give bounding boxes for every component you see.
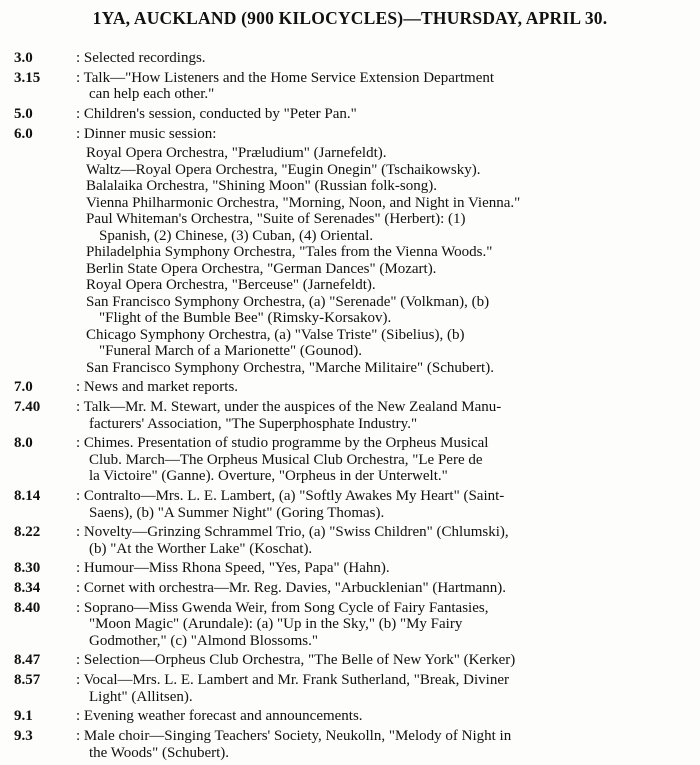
entry-description xyxy=(76,652,694,669)
music-item xyxy=(86,244,694,261)
music-item xyxy=(86,261,694,278)
music-item-line: Waltz—Royal Opera Orchestra, "Eugin Onegin" (Tschaikowsky). xyxy=(86,161,481,178)
music-item-line: San Francisco Symphony Orchestra, (a) "Serenade" (Volkman), (b) xyxy=(86,293,490,310)
entry-time: 7.0 xyxy=(14,379,33,396)
entry-description xyxy=(76,106,694,123)
entry-text-line: Saens), (b) "A Summer Night" (Goring Thomas). xyxy=(89,504,385,521)
music-item xyxy=(86,277,694,294)
entry-time: 6.0 xyxy=(14,125,33,142)
entry-time: 8.14 xyxy=(14,488,41,504)
entry-time: 7.40 xyxy=(14,399,41,416)
music-item-line: Berlin State Opera Orchestra, "German Dances" (Mozart). xyxy=(86,260,437,277)
entry-text-line: la Victoire" (Ganne). Overture, "Orpheus in der Unterwelt." xyxy=(89,468,448,485)
entry-text-line: : Children's session, conducted by "Peter Pan." xyxy=(76,105,357,122)
music-item xyxy=(86,145,694,162)
programme-entry xyxy=(14,600,694,650)
entry-time: 5.0 xyxy=(14,105,33,122)
programme-entry xyxy=(14,672,694,705)
entry-text-line: "Moon Magic" (Arundale): (a) "Up in the Sky," (b) "My Fairy xyxy=(89,616,463,633)
entry-time: 3.0 xyxy=(14,50,33,66)
entry-text-line: Club. March—The Orpheus Musical Club Orchestra, "Le Pere de xyxy=(89,451,483,468)
entry-time: 8.47 xyxy=(14,652,41,669)
programme-entry xyxy=(14,524,694,557)
programme-entry xyxy=(14,145,694,376)
entry-text-line: can help each other." xyxy=(89,86,215,103)
music-item-line: San Francisco Symphony Orchestra, "Marche Militaire" (Schubert). xyxy=(86,359,494,376)
entry-description xyxy=(76,488,694,521)
entry-description xyxy=(76,50,694,67)
entry-text-line: : Contralto—Mrs. L. E. Lambert, (a) "Softly Awakes My Heart" (Saint- xyxy=(76,488,505,504)
entry-time: 3.15 xyxy=(14,69,41,86)
entry-time: 8.22 xyxy=(14,524,41,541)
entry-text-line: Godmother," (c) "Almond Blossoms." xyxy=(89,632,319,649)
programme-list xyxy=(14,50,694,764)
entry-description xyxy=(76,399,694,432)
entry-text-line: : News and market reports. xyxy=(76,379,239,396)
page-title: 1YA, AUCKLAND (900 KILOCYCLES)—THURSDAY, APRIL 30. xyxy=(92,8,608,28)
entry-description xyxy=(76,379,694,396)
entry-time: 8.34 xyxy=(14,580,41,597)
entry-time: 8.57 xyxy=(14,672,41,689)
entry-description xyxy=(76,708,694,725)
entry-description xyxy=(76,600,694,650)
entry-time: 8.30 xyxy=(14,560,41,577)
programme-entry xyxy=(14,399,694,432)
entry-text-line: (b) "At the Worther Lake" (Koschat). xyxy=(89,540,313,557)
programme-entry xyxy=(14,126,694,143)
entry-text-line: : Talk—"How Listeners and the Home Service Extension Department xyxy=(76,69,495,86)
music-item-line: Royal Opera Orchestra, "Præludium" (Jarnefeldt). xyxy=(86,145,387,162)
programme-entry xyxy=(14,652,694,669)
entry-description xyxy=(76,580,694,597)
music-item-line: Philadelphia Symphony Orchestra, "Tales from the Vienna Woods." xyxy=(86,244,493,261)
entry-text-line: : Cornet with orchestra—Mr. Reg. Davies, "Arbucklenian" (Hartmann). xyxy=(76,580,507,597)
entry-text-line: : Selection—Orpheus Club Orchestra, "The Belle of New York" (Kerker) xyxy=(76,652,516,669)
entry-description xyxy=(76,672,694,705)
entry-text-line: the Woods" (Schubert). xyxy=(89,744,230,761)
entry-text-line: : Soprano—Miss Gwenda Weir, from Song Cycle of Fairy Fantasies, xyxy=(76,599,489,616)
entry-text-line: facturers' Association, "The Superphosphate Industry." xyxy=(89,415,418,432)
music-item-line: "Flight of the Bumble Bee" (Rimsky-Korsakov). xyxy=(99,310,392,327)
music-item xyxy=(86,211,694,244)
music-item-line: Royal Opera Orchestra, "Berceuse" (Jarnefeldt). xyxy=(86,277,376,294)
programme-entry xyxy=(14,560,694,577)
entry-text-line: : Novelty—Grinzing Schrammel Trio, (a) "Swiss Children" (Chlumski), xyxy=(76,524,509,541)
entry-text-line: : Selected recordings. xyxy=(76,50,206,66)
entry-description xyxy=(76,126,694,143)
music-item-line: Vienna Philharmonic Orchestra, "Morning, Noon, and Night in Vienna." xyxy=(86,194,521,211)
entry-description xyxy=(76,145,694,376)
entry-description xyxy=(76,728,694,761)
entry-time: 9.1 xyxy=(14,708,33,725)
entry-text-line: : Vocal—Mrs. L. E. Lambert and Mr. Frank Sutherland, "Break, Diviner xyxy=(76,672,509,689)
entry-time: 8.0 xyxy=(14,435,33,452)
entry-text-line: : Dinner music session: xyxy=(76,125,217,142)
music-item-line: Paul Whiteman's Orchestra, "Suite of Serenades" (Herbert): (1) xyxy=(86,211,466,228)
music-item xyxy=(86,327,694,360)
programme-entry xyxy=(14,580,694,597)
entry-description xyxy=(76,524,694,557)
entry-text-line: : Talk—Mr. M. Stewart, under the auspices of the New Zealand Manu- xyxy=(76,399,502,416)
entry-time: 8.40 xyxy=(14,599,41,616)
programme-entry xyxy=(14,728,694,761)
programme-entry xyxy=(14,70,694,103)
entry-text-line: : Male choir—Singing Teachers' Society, Neukolln, "Melody of Night in xyxy=(76,728,512,744)
music-item xyxy=(86,294,694,327)
entry-description xyxy=(76,435,694,485)
programme-entry xyxy=(14,435,694,485)
entry-text-line: : Evening weather forecast and announcements. xyxy=(76,708,363,725)
music-item-line: "Funeral March of a Marionette" (Gounod). xyxy=(99,343,362,360)
entry-text-line: : Chimes. Presentation of studio programme by the Orpheus Musical xyxy=(76,435,489,452)
entry-time: 9.3 xyxy=(14,728,33,744)
entry-text-line: Light" (Allitsen). xyxy=(89,688,193,705)
programme-entry xyxy=(14,379,694,396)
music-item-line: Spanish, (2) Chinese, (3) Cuban, (4) Oriental. xyxy=(99,227,374,244)
programme-entry xyxy=(14,708,694,725)
programme-entry xyxy=(14,50,694,67)
dinner-music-list xyxy=(86,145,694,376)
music-item-line: Chicago Symphony Orchestra, (a) "Valse Triste" (Sibelius), (b) xyxy=(86,326,465,343)
entry-description xyxy=(76,70,694,103)
programme-entry xyxy=(14,488,694,521)
music-item xyxy=(86,178,694,195)
music-item xyxy=(86,195,694,212)
music-item xyxy=(86,360,694,377)
music-item xyxy=(86,162,694,179)
entry-description xyxy=(76,560,694,577)
entry-text-line: : Humour—Miss Rhona Speed, "Yes, Papa" (Hahn). xyxy=(76,560,390,577)
programme-entry xyxy=(14,106,694,123)
music-item-line: Balalaika Orchestra, "Shining Moon" (Russian folk-song). xyxy=(86,178,437,195)
